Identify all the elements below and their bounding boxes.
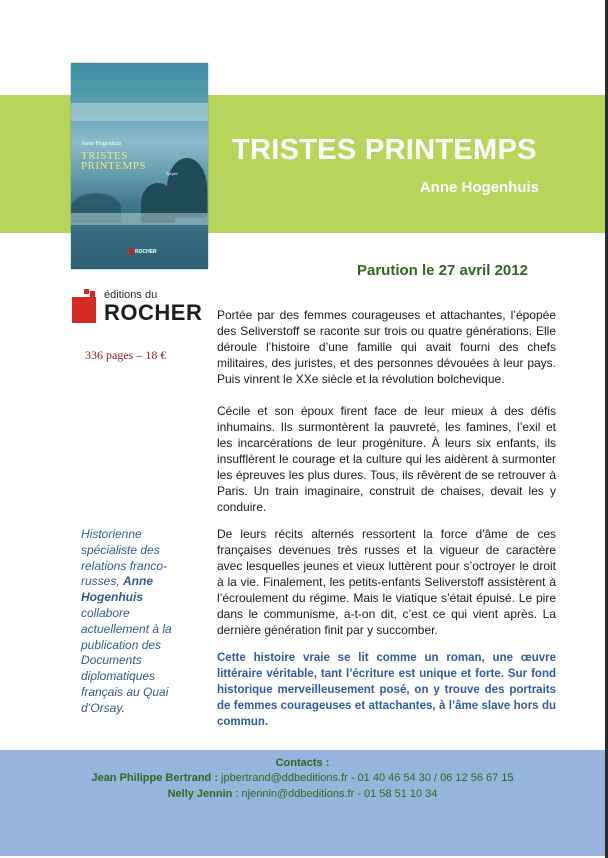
bio-author-name: Anne Hogenhuis [81,574,154,605]
contact-name: Jean Philippe Bertrand : [91,772,218,784]
cover-author: Anne Hogenhuis [81,141,122,147]
contact-details: : njennin@ddbeditions.fr - 01 58 51 10 34 [232,788,438,800]
logo-mark-block [72,297,96,323]
paragraph-3: De leurs récits alternés ressortent la force d'âme de ces françaises devenues très russes et la vigueur de caractère avec lesquelles jeunes et vieux luttèrent pour s’octroyer le droit à la vie. Finalement, les petits-enfants Seliverstoff assistèrent à l’écroulement du régime. Mais le viatique s’était épuisé. Le pire dans le communisme, a-t-on dit, c’est ce qui vient après. La dernière génération finit par y succomber. [217,527,556,637]
logo-rocher: ROCHER [104,300,203,325]
release-date: Parution le 27 avril 2012 [357,262,528,279]
author-bio: Historienne spécialiste des relations franco-russes, Anne Hogenhuis collabore actuellement à la publication des Documents diplomatiques français au Quai d’Orsay. [81,527,172,715]
highlight-paragraph: Cette histoire vraie se lit comme un roman, une œuvre littéraire véritable, tant l’écriture est unique et forte. Sur fond historique merveilleusement posé, on y trouve des portraits de femmes courageuses et attachantes, à l’âme slave hors du commun. [217,652,556,728]
publisher-logo [72,287,204,327]
cover-fog [71,213,208,225]
book-title: TRISTES PRINTEMPS [232,134,537,166]
paragraph-1: Portée par des femmes courageuses et attachantes, l’épopée des Seliverstoff se raconte sur trois ou quatre générations. Elle déroule l’histoire d’une famille qui avait fourni des chefs militaires, des juristes, et des personnes dévouées à leur pays. Puis vinrent le XXe siècle et la révolution bolchevique. [217,308,556,386]
book-cover-image [71,63,208,269]
contact-line [0,772,605,784]
contact-details: jpbertrand@ddbeditions.fr - 01 40 46 54 30 / 06 12 56 67 15 [217,772,514,784]
book-author: Anne Hogenhuis [419,179,539,196]
cover-title: TRISTES PRINTEMPS [81,150,147,172]
logo-mark-square [84,289,89,294]
contacts-title: Contacts : [275,757,330,769]
pages-and-price: 336 pages – 18 € [85,348,167,362]
contact-line [0,788,605,800]
cover-genre: Épopée [166,171,178,176]
logo-editions-du: éditions du [104,289,158,301]
contact-name: Nelly Jennin [167,788,233,800]
cover-logo-mark [129,248,133,255]
cover-fog [71,103,208,121]
cover-publisher-logo [129,247,157,257]
paragraph-2: Cécile et son époux firent face de leur mieux à des défis inhumains. Ils surmontèrent la pauvreté, les famines, l’exil et les incarcérations de leur progéniture. À leurs six enfants, ils insufflèrent le courage et la culture qui les aidèrent à surmonter les épreuves les plus dures. Tous, ils rêvèrent de se retrouver à Paris. Un train imaginaire, construit de chaises, devait les y conduire. [217,404,556,514]
cover-publisher-name: ROCHER [135,249,157,255]
